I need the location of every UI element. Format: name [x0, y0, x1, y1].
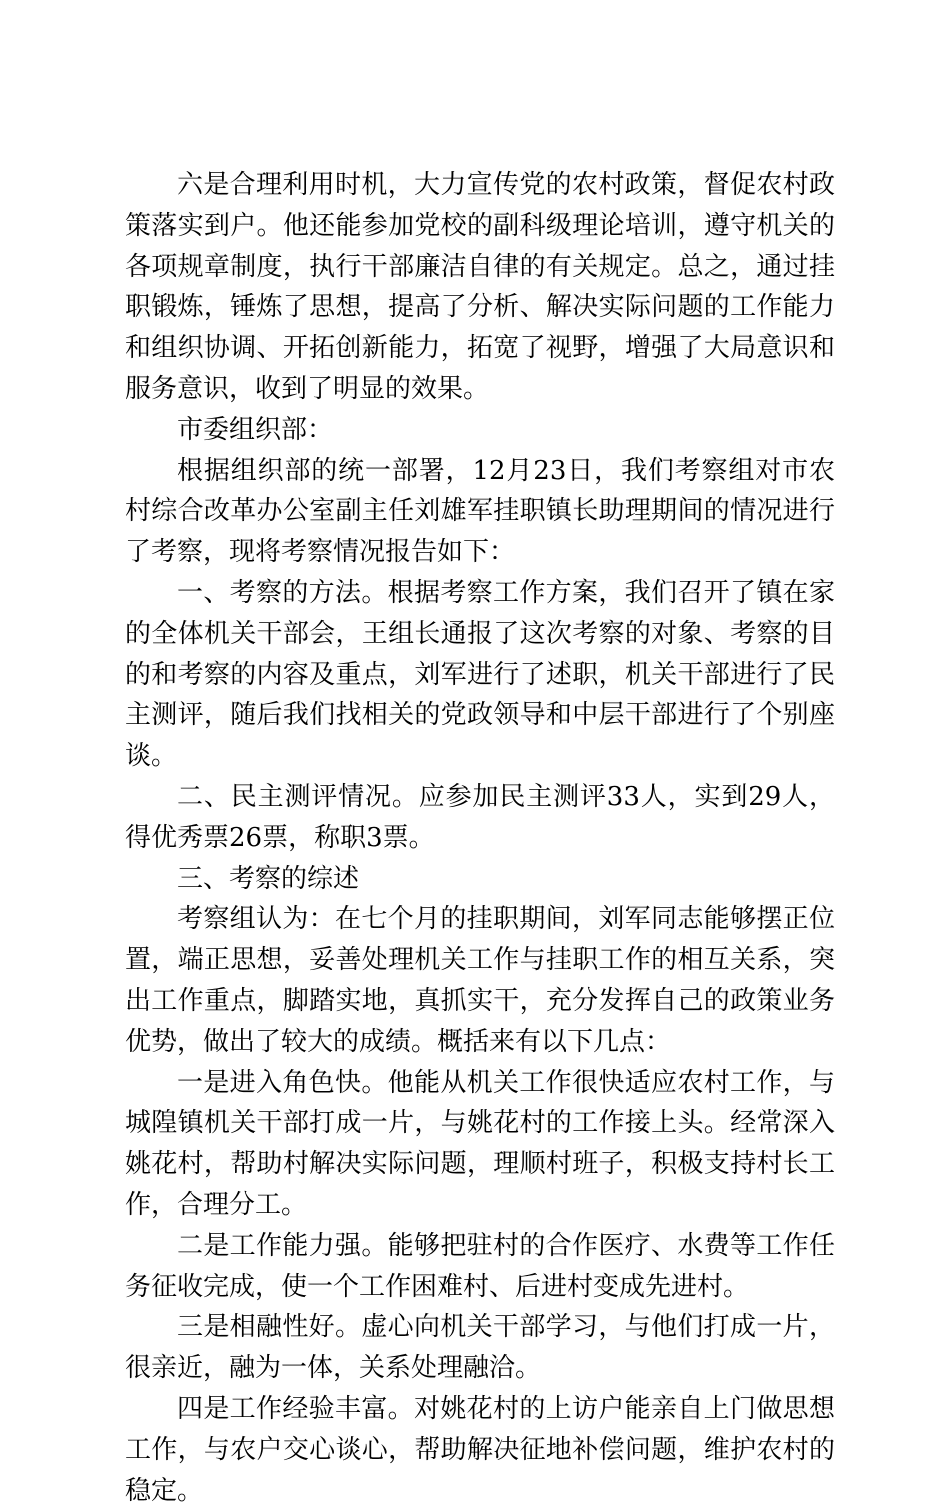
- paragraph-measures-summary: 六是合理利用时机，大力宣传党的农村政策，督促农村政策落实到户。他还能参加党校的副科级理论培训，遵守机关的各项规章制度，执行干部廉洁自律的有关规定。总之，通过挂职锻炼，锤炼了思想，提高了分析、解决实际问题的工作能力和组织协调、开拓创新能力，拓宽了视野，增强了大局意识和服务意识，收到了明显的效果。: [125, 170, 835, 404]
- paragraph-section-evaluation: 二、民主测评情况。应参加民主测评33人，实到29人，得优秀票26票，称职3票。: [125, 781, 835, 853]
- paragraph-point-four: 四是工作经验丰富。对姚花村的上访户能亲自上门做思想工作，与农户交心谈心，帮助解决征地补偿问题，维护农村的稳定。: [125, 1393, 835, 1506]
- paragraph-salutation: 市委组织部：: [177, 414, 334, 445]
- paragraph-group-opinion: 考察组认为：在七个月的挂职期间，刘军同志能够摆正位置，端正思想，妥善处理机关工作与挂职工作的相互关系，突出工作重点，脚踏实地，真抓实干，充分发挥自己的政策业务优势，做出了较大的成绩。概括来有以下几点：: [125, 904, 835, 1057]
- paragraph-section-summary-heading: 三、考察的综述: [177, 863, 360, 894]
- paragraph-point-two: 二是工作能力强。能够把驻村的合作医疗、水费等工作任务征收完成，使一个工作困难村、后进村变成先进村。: [125, 1230, 835, 1302]
- document-body: [125, 165, 835, 1511]
- paragraph-point-one: 一是进入角色快。他能从机关工作很快适应农村工作，与城隍镇机关干部打成一片，与姚花村的工作接上头。经常深入姚花村，帮助村解决实际问题，理顺村班子，积极支持村长工作，合理分工。: [125, 1067, 835, 1220]
- paragraph-report-intro: 根据组织部的统一部署，12月23日，我们考察组对市农村综合改革办公室副主任刘雄军挂职镇长助理期间的情况进行了考察，现将考察情况报告如下：: [125, 455, 835, 568]
- paragraph-point-three: 三是相融性好。虚心向机关干部学习，与他们打成一片，很亲近，融为一体，关系处理融洽。: [125, 1312, 835, 1384]
- paragraph-section-method: 一、考察的方法。根据考察工作方案，我们召开了镇在家的全体机关干部会，王组长通报了这次考察的对象、考察的目的和考察的内容及重点，刘军进行了述职，机关干部进行了民主测评，随后我们找相关的党政领导和中层干部进行了个别座谈。: [125, 577, 835, 772]
